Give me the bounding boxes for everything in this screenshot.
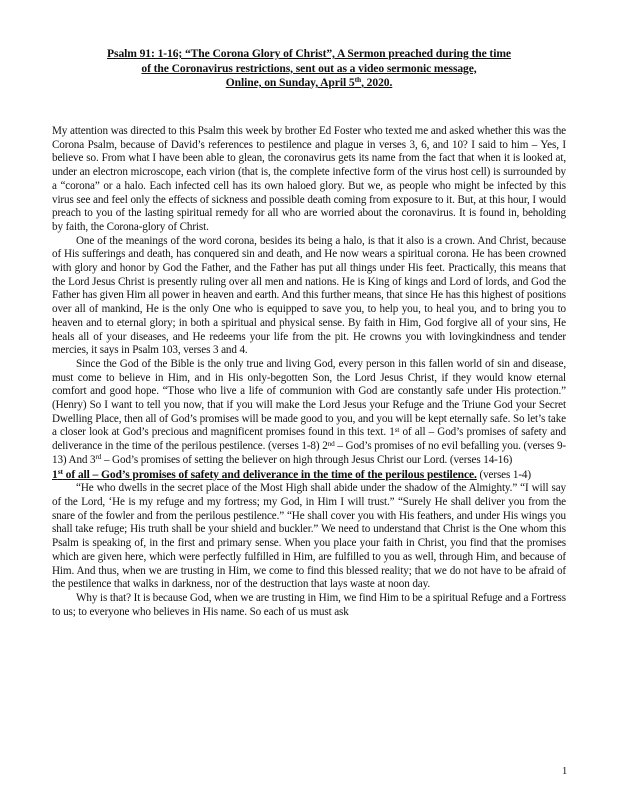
paragraph-4: “He who dwells in the secret place of the Most High shall abide under the shadow of the Almighty.” “I will say of the Lord, ‘He is my refuge and my fortress; my God, in Him I will trust.” “Surely He shall deliver you from the snare of the fowler and from the perilous pestilence.” “He shall cover you with His feathers, and under His wings you shall take refuge; His truth shall be your shield and buckler.” We need to understand that Christ is the One whom this Psalm is speaking of, in the first and primary sense. When you place your faith in Christ, you find that the promises which are given here, which were perfectly fulfilled in Him, are fulfilled to you as well, through Him, and because of Him. And thus, when we are trusting in Him, we come to find this blessed reality; that we do not have to be afraid of the pestilence that walks in darkness, nor of the destruction that lays waste at noon day. bbox=[52, 482, 566, 591]
paragraph-5: Why is that? It is because God, when we are trusting in Him, we find Him to be a spiritual Refuge and a Fortress to us; to everyone who believes in His name. So each of us must ask bbox=[52, 591, 566, 618]
sermon-body bbox=[52, 125, 566, 619]
paragraph-1: My attention was directed to this Psalm this week by brother Ed Foster who texted me and asked whether this was the Corona Psalm, because of David’s references to pestilence and plague in verses 3, 6, and 10? I said to him – Yes, I believe so. From what I have been able to glean, the coronavirus gets its name from the fact that when it is looked at, under an electron microscope, each virion (that is, the complete infective form of the virus host cell) is surrounded by a “corona” or a halo. Each infected cell has its own haloed glory. But we, as people who might be infected by this virus see and feel only the effects of sickness and possible death coming from exposure to it. But, at this hour, I would preach to you of the lasting spiritual remedy for all who are worried about the coronavirus. It is found in, beholding by faith, the Corona-glory of Christ. bbox=[52, 125, 566, 233]
sermon-title bbox=[52, 47, 566, 91]
page-number: 1 bbox=[562, 766, 568, 777]
paragraph-3: Since the God of the Bible is the only true and living God, every person in this fallen world of sin and disease, must come to believe in Him, and in His only-begotten Son, the Lord Jesus Christ, if they would know eternal comfort and good hope. “Those who live a life of communion with God are constantly safe under His protection.” (Henry) So I want to tell you now, that if you will make the Lord Jesus your Refuge and the Triune God your Secret Dwelling Place, then all of God’s promises will be made good to you, and you will be kept eternally safe. So let’s take a closer look at God’s precious and magnificent promises found in this text. 1st of all – God’s promises of safety and deliverance in the time of the perilous pestilence. (verses 1-8) 2nd – God’s promises of no evil befalling you. (verses 9-13) And 3rd – God’s promises of setting the believer on high through Jesus Christ our Lord. (verses 14-16) bbox=[52, 357, 566, 466]
title-line-3: Online, on Sunday, April 5th, 2020. bbox=[225, 75, 393, 89]
title-line-1: Psalm 91: 1-16; “The Corona Glory of Christ”, A Sermon preached during the time bbox=[107, 47, 511, 60]
section-heading-1: 1st of all – God’s promises of safety and deliverance in the time of the perilous pestilence. (verses 1-4) bbox=[52, 466, 531, 481]
title-line-2: of the Coronavirus restrictions, sent out as a video sermonic message, bbox=[141, 61, 477, 75]
paragraph-2: One of the meanings of the word corona, besides its being a halo, is that it also is a crown. And Christ, because of His sufferings and death, has conquered sin and death, and He now wears a spiritual corona. He has been crowned with glory and honor by God the Father, and the Father has put all things under His feet. Practically, this means that the Lord Jesus Christ is presently ruling over all men and nations. He is King of kings and Lord of lords, and God the Father has given Him all power in heaven and earth. And this further means, that since He has this highest of positions over all of mankind, He is the only One who is equipped to save you, to help you, to heal you, and to bring you to heaven and to eternal glory; in both a spiritual and physical sense. By faith in Him, God forgive all of your sins, He heals all of your diseases, and He redeems your life from the pit. He crowns you with lovingkindness and tender mercies, it says in Psalm 103, verses 3 and 4. bbox=[52, 234, 566, 357]
